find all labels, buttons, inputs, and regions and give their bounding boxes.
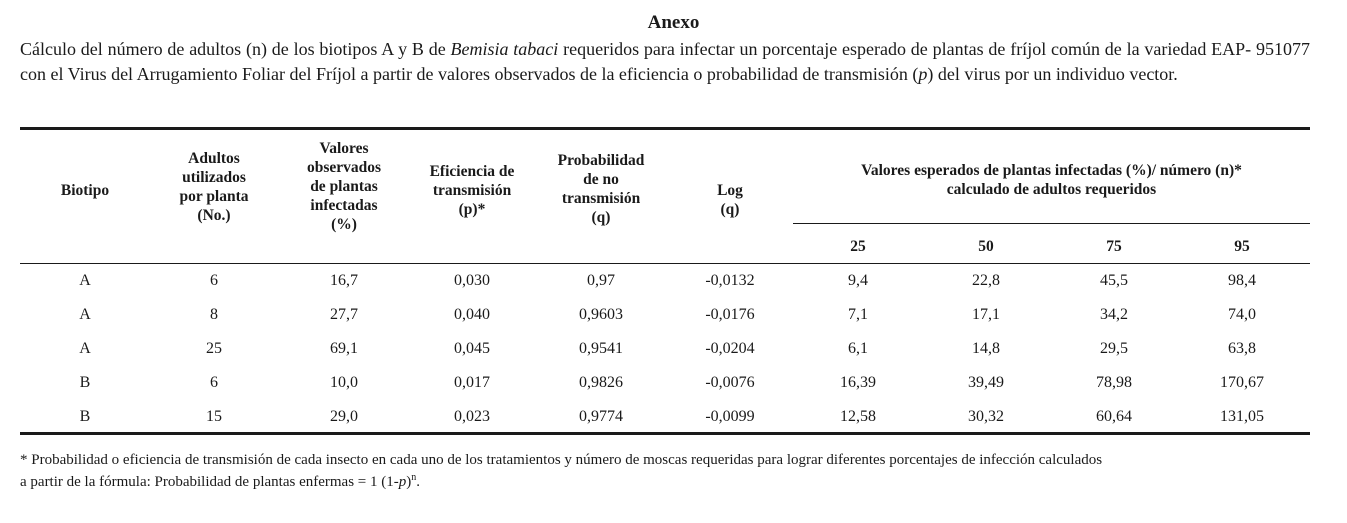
caption-text-1: Cálculo del número de adultos (n) de los biotipos A y B de bbox=[20, 39, 451, 59]
header-valores-line: infectadas bbox=[310, 197, 378, 214]
header-bottom-rule bbox=[20, 263, 1310, 264]
cell-eficiencia: 0,030 bbox=[454, 272, 490, 289]
header-valores-line: Valores bbox=[319, 140, 369, 157]
cell-valores-observados: 27,7 bbox=[330, 306, 358, 323]
cell-pct-25: 6,1 bbox=[848, 340, 868, 357]
header-eficiencia-line: Eficiencia de bbox=[429, 163, 515, 180]
cell-log: -0,0132 bbox=[705, 272, 755, 289]
cell-pct-95: 170,67 bbox=[1220, 374, 1264, 391]
header-probabilidad bbox=[535, 151, 667, 227]
cell-pct-75: 45,5 bbox=[1100, 272, 1128, 289]
header-adultos-line: Adultos bbox=[188, 150, 240, 167]
header-esperados-line: Valores esperados de plantas infectadas (%)/ número (n)* bbox=[861, 162, 1242, 179]
cell-pct-50: 22,8 bbox=[972, 272, 1000, 289]
header-adultos bbox=[154, 149, 274, 225]
header-pct-50: 50 bbox=[978, 238, 994, 255]
footnote-line-1: * Probabilidad o eficiencia de transmisión de cada insecto en cada uno de los tratamientos y número de moscas requeridas para lograr diferentes porcentajes de infección calculados bbox=[20, 452, 1103, 468]
header-eficiencia bbox=[408, 162, 536, 219]
cell-pct-25: 7,1 bbox=[848, 306, 868, 323]
cell-pct-75: 60,64 bbox=[1096, 408, 1132, 425]
cell-pct-95: 131,05 bbox=[1220, 408, 1264, 425]
cell-log: -0,0176 bbox=[705, 306, 755, 323]
cell-pct-25: 9,4 bbox=[848, 272, 868, 289]
caption-p: p bbox=[918, 64, 928, 84]
cell-adultos: 15 bbox=[206, 408, 222, 425]
caption-text-2: requeridos para infectar un porcentaje esperado de plantas de fríjol común de la variedad EAP- 951077 con el Virus del Arrugamiento Foliar del Fríjol a partir de valores observados de la eficiencia o probabilidad de transmisión ( bbox=[20, 39, 1310, 84]
header-biotipo: Biotipo bbox=[60, 182, 110, 199]
header-probabilidad-line: de no bbox=[583, 171, 619, 188]
cell-probabilidad: 0,97 bbox=[587, 272, 615, 289]
header-valores-line: (%) bbox=[331, 216, 357, 233]
footnote-line-2 bbox=[20, 471, 1315, 493]
cell-pct-50: 39,49 bbox=[968, 374, 1004, 391]
cell-biotipo: A bbox=[79, 272, 91, 289]
cell-eficiencia: 0,017 bbox=[454, 374, 490, 391]
cell-eficiencia: 0,040 bbox=[454, 306, 490, 323]
table-footnote bbox=[20, 449, 1315, 493]
cell-probabilidad: 0,9774 bbox=[579, 408, 623, 425]
cell-log: -0,0076 bbox=[705, 374, 755, 391]
header-eficiencia-line: transmisión bbox=[432, 182, 512, 199]
cell-adultos: 25 bbox=[206, 340, 222, 357]
cell-log: -0,0204 bbox=[705, 340, 755, 357]
caption-species: Bemisia tabaci bbox=[450, 39, 559, 59]
header-probabilidad-line: Probabilidad bbox=[557, 152, 645, 169]
cell-log: -0,0099 bbox=[705, 408, 755, 425]
footnote-exponent: n bbox=[411, 472, 417, 483]
header-log-line: (q) bbox=[720, 201, 740, 218]
cell-pct-75: 29,5 bbox=[1100, 340, 1128, 357]
cell-biotipo: A bbox=[79, 306, 91, 323]
cell-eficiencia: 0,023 bbox=[454, 408, 490, 425]
footnote-close: ) bbox=[406, 474, 412, 490]
cell-adultos: 8 bbox=[210, 306, 218, 323]
header-probabilidad-line: (q) bbox=[591, 209, 611, 226]
table-caption bbox=[20, 37, 1310, 87]
cell-probabilidad: 0,9541 bbox=[579, 340, 623, 357]
cell-pct-50: 30,32 bbox=[968, 408, 1004, 425]
header-valores-line: de plantas bbox=[310, 178, 378, 195]
cell-biotipo: B bbox=[79, 408, 91, 425]
header-esperados-line: calculado de adultos requeridos bbox=[946, 181, 1157, 198]
cell-pct-75: 34,2 bbox=[1100, 306, 1128, 323]
cell-pct-95: 98,4 bbox=[1228, 272, 1256, 289]
cell-pct-75: 78,98 bbox=[1096, 374, 1132, 391]
cell-biotipo: A bbox=[79, 340, 91, 357]
cell-biotipo: B bbox=[79, 374, 91, 391]
header-adultos-line: (No.) bbox=[197, 207, 231, 224]
header-adultos-line: utilizados bbox=[182, 169, 246, 186]
header-pct-95: 95 bbox=[1234, 238, 1250, 255]
header-probabilidad-line: transmisión bbox=[561, 190, 641, 207]
cell-pct-25: 16,39 bbox=[840, 374, 876, 391]
cell-probabilidad: 0,9826 bbox=[579, 374, 623, 391]
cell-adultos: 6 bbox=[210, 272, 218, 289]
footnote-p: p bbox=[398, 474, 407, 490]
annex-title: Anexo bbox=[647, 12, 700, 33]
cell-pct-95: 74,0 bbox=[1228, 306, 1256, 323]
header-eficiencia-line: (p)* bbox=[458, 201, 486, 218]
cell-adultos: 6 bbox=[210, 374, 218, 391]
cell-pct-95: 63,8 bbox=[1228, 340, 1256, 357]
cell-valores-observados: 69,1 bbox=[330, 340, 358, 357]
cell-pct-50: 14,8 bbox=[972, 340, 1000, 357]
cell-valores-observados: 10,0 bbox=[330, 374, 358, 391]
cell-valores-observados: 29,0 bbox=[330, 408, 358, 425]
header-pct-75: 75 bbox=[1106, 238, 1122, 255]
table-bottom-rule bbox=[20, 432, 1310, 435]
header-valores-observados bbox=[279, 139, 409, 234]
footnote-end: . bbox=[416, 474, 420, 490]
cell-pct-50: 17,1 bbox=[972, 306, 1000, 323]
header-valores-line: observados bbox=[306, 159, 382, 176]
table-top-rule bbox=[20, 127, 1310, 130]
cell-pct-25: 12,58 bbox=[840, 408, 876, 425]
header-valores-esperados bbox=[793, 161, 1310, 199]
header-log-line: Log bbox=[717, 182, 743, 199]
caption-text-3: ) del virus por un individuo vector. bbox=[927, 64, 1178, 84]
header-pct-25: 25 bbox=[850, 238, 866, 255]
cell-valores-observados: 16,7 bbox=[330, 272, 358, 289]
header-adultos-line: por planta bbox=[179, 188, 249, 205]
cell-eficiencia: 0,045 bbox=[454, 340, 490, 357]
cell-probabilidad: 0,9603 bbox=[579, 306, 623, 323]
footnote-formula-text: a partir de la fórmula: Probabilidad de plantas enfermas = 1 (1- bbox=[20, 474, 399, 490]
subheader-rule bbox=[793, 223, 1310, 224]
header-log bbox=[670, 181, 790, 219]
